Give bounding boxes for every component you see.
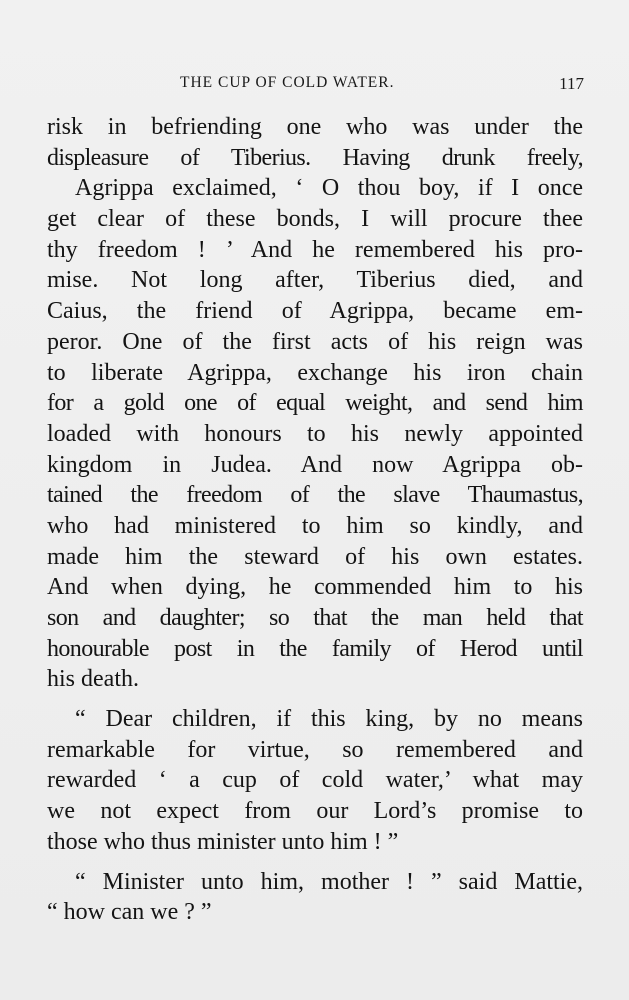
- text-line: tained the freedom of the slave Thaumastus,: [47, 482, 583, 509]
- text-line: Caius, the friend of Agrippa, became em-: [47, 298, 583, 325]
- text-line: “ Minister unto him, mother ! ” said Mattie,: [75, 868, 583, 895]
- text-line: those who thus minister unto him ! ”: [47, 828, 399, 855]
- text-line: loaded with honours to his newly appointed: [47, 420, 583, 447]
- text-line: thy freedom ! ’ And he remembered his pro-: [47, 236, 583, 263]
- text-line: kingdom in Judea. And now Agrippa ob-: [47, 451, 583, 478]
- text-line: for a gold one of equal weight, and send him: [47, 390, 583, 417]
- text-line: who had ministered to him so kindly, and: [47, 512, 583, 539]
- text-line: displeasure of Tiberius. Having drunk freely,: [47, 144, 583, 171]
- text-line: son and daughter; so that the man held that: [47, 605, 583, 631]
- text-line: And when dying, he commended him to his: [47, 574, 583, 601]
- page-number: 117: [559, 74, 584, 93]
- text-line: honourable post in the family of Herod until: [47, 635, 583, 662]
- text-line: peror. One of the first acts of his reign was: [47, 328, 583, 355]
- text-line: mise. Not long after, Tiberius died, and: [47, 267, 583, 294]
- running-title: THE CUP OF COLD WATER.: [180, 74, 395, 91]
- text-line: Agrippa exclaimed, ‘ O thou boy, if I once: [75, 175, 583, 202]
- text-line: remarkable for virtue, so remembered and: [47, 736, 583, 763]
- text-line: “ Dear children, if this king, by no means: [75, 706, 583, 733]
- text-line: “ how can we ? ”: [47, 899, 212, 926]
- running-head: [0, 74, 629, 98]
- text-line: we not expect from our Lord’s promise to: [47, 798, 583, 825]
- body-text: [47, 112, 583, 928]
- text-line: get clear of these bonds, I will procure thee: [47, 206, 583, 233]
- text-line: his death.: [47, 666, 139, 693]
- text-line: rewarded ‘ a cup of cold water,’ what may: [47, 767, 583, 794]
- text-line: risk in befriending one who was under the: [47, 114, 583, 140]
- text-line: made him the steward of his own estates.: [47, 543, 583, 570]
- text-line: to liberate Agrippa, exchange his iron chain: [47, 359, 583, 386]
